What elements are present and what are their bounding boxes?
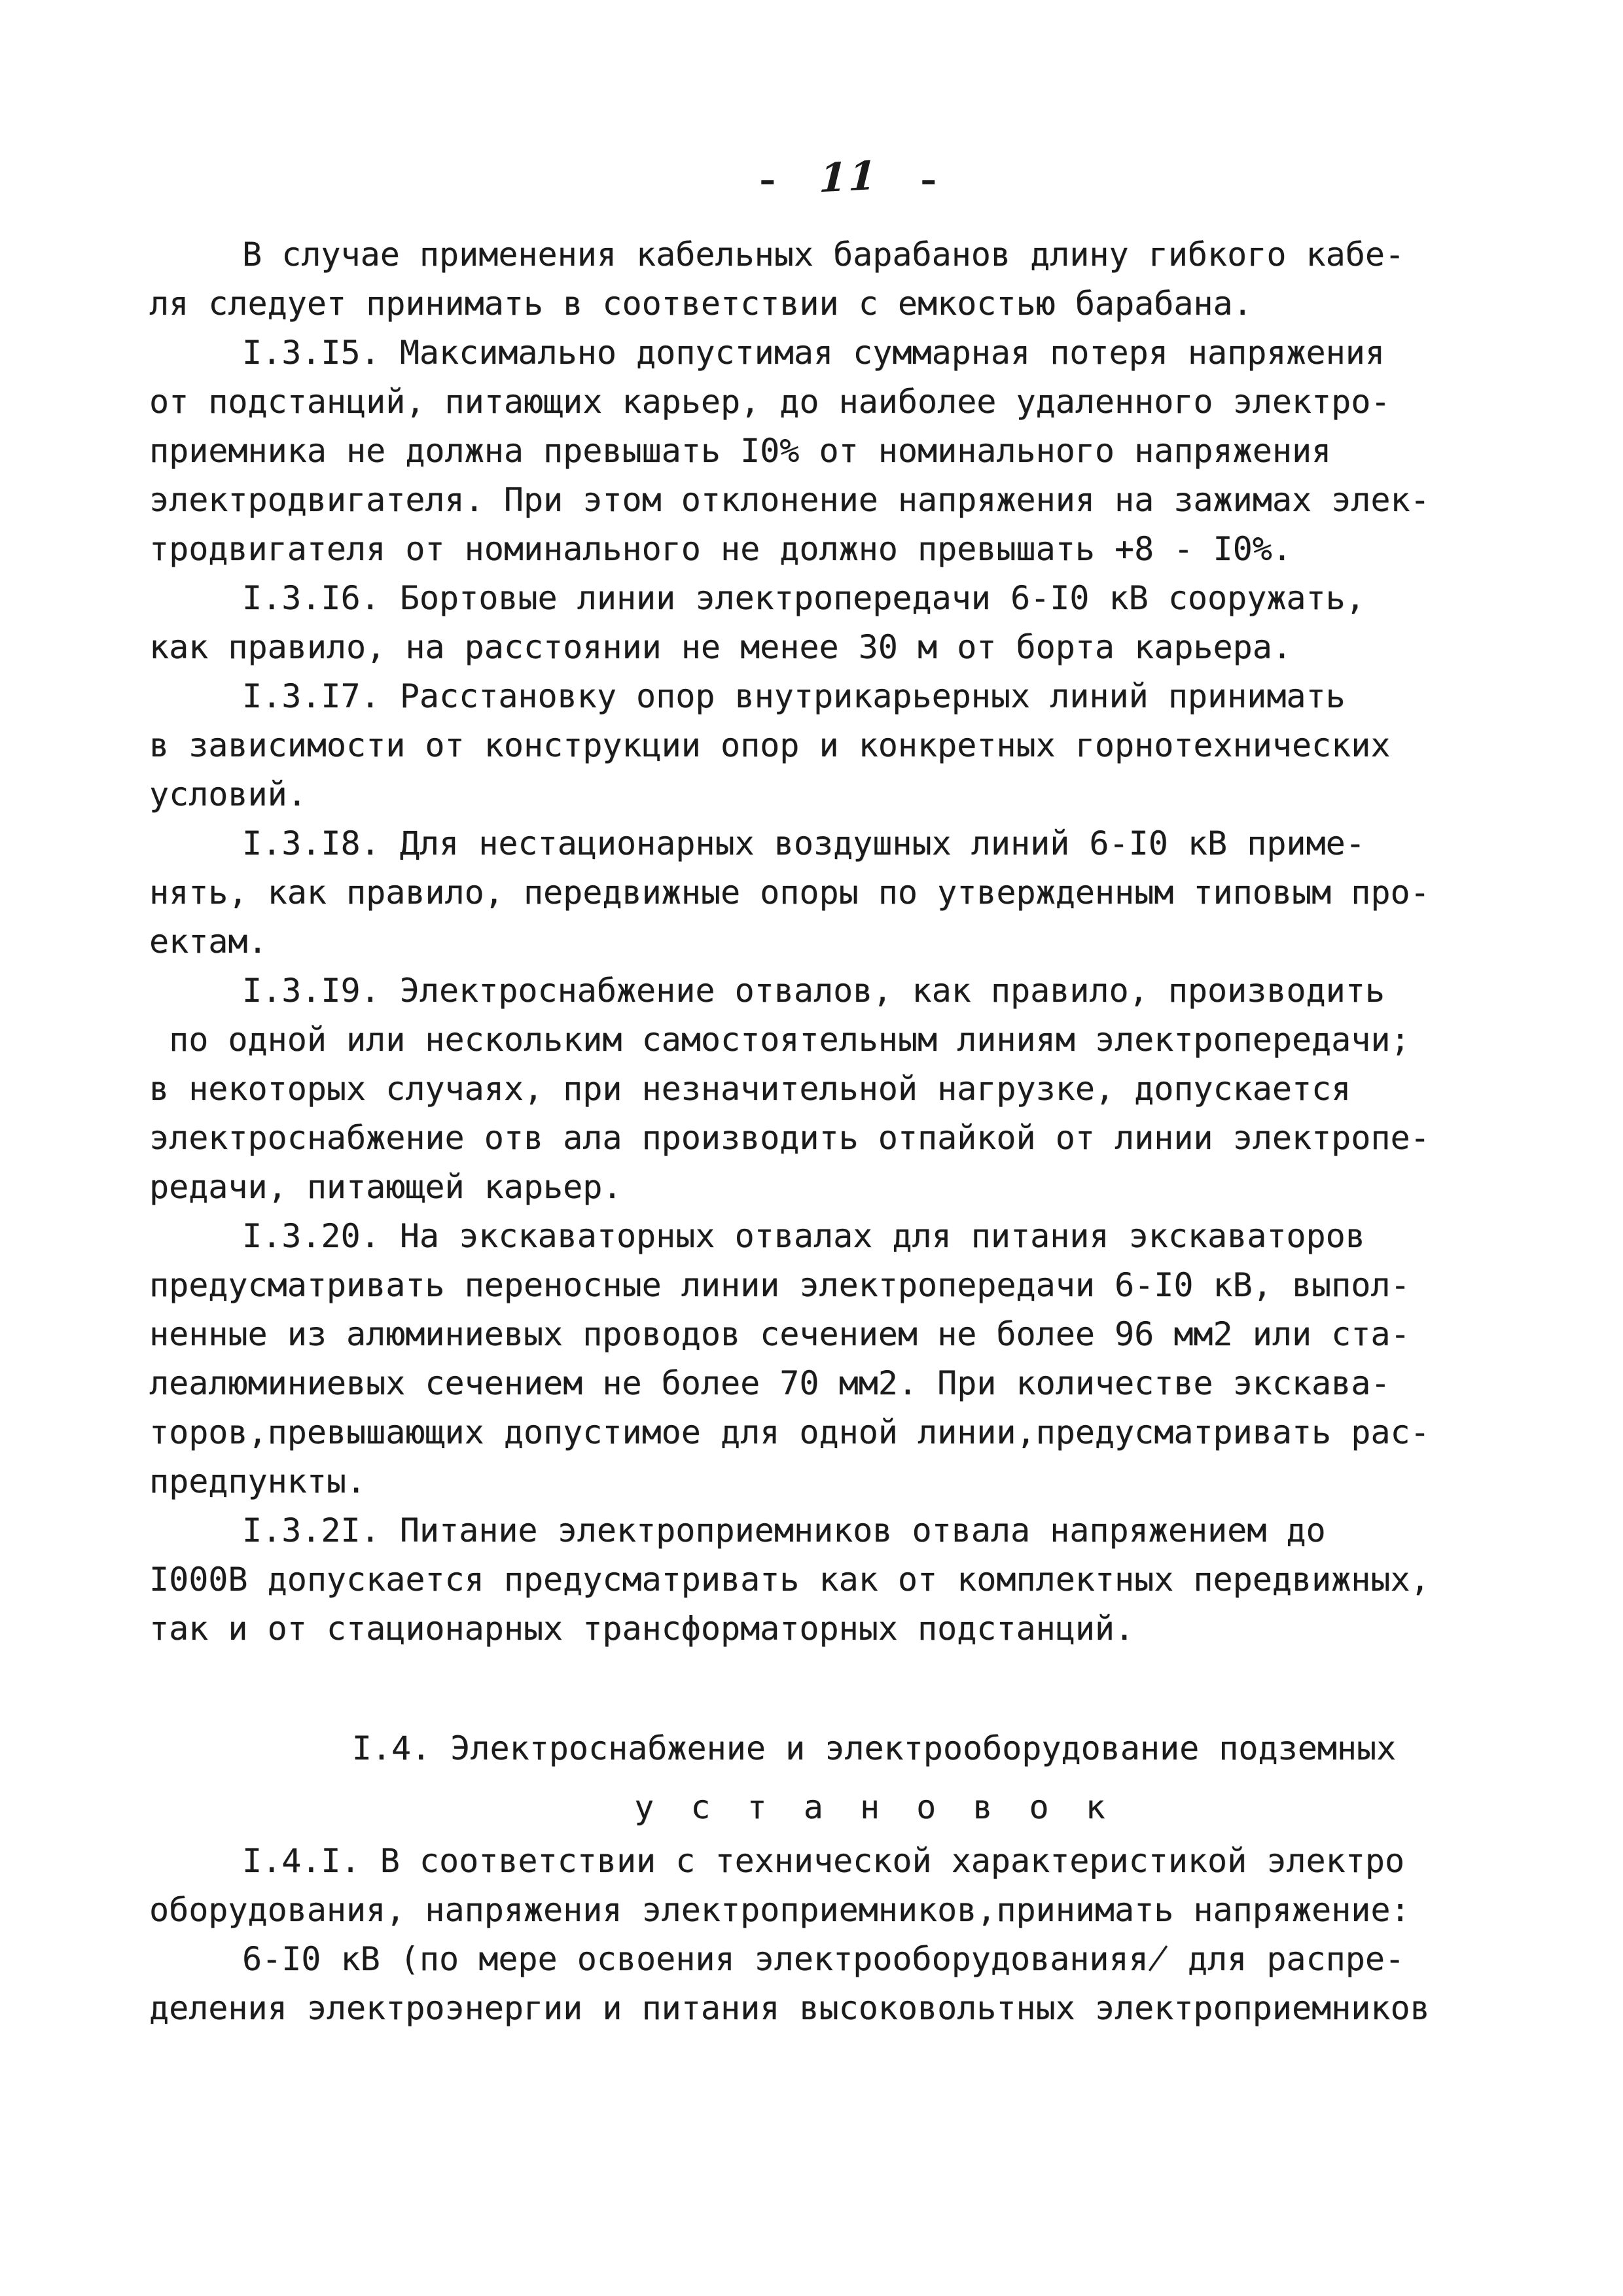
text-line: редачи, питающей карьер. [149, 1168, 622, 1206]
paragraph-1-3-21 [149, 1506, 1599, 1653]
text-line: I000В допускается предусматривать как от комплектных передвижных, [149, 1561, 1430, 1598]
text-line: деления электроэнергии и питания высоковольтных электроприемников [149, 1989, 1430, 2027]
text-line: как правило, на расстоянии не менее 30 м от борта карьера. [149, 628, 1292, 666]
text-line: предпункты. [149, 1462, 366, 1500]
text-line: предусматривать переносные линии электропередачи 6-I0 кВ, выпол- [149, 1266, 1410, 1304]
page-number [0, 121, 1623, 234]
text-line: I.3.2I. Питание электроприемников отвала напряжением до [242, 1511, 1326, 1549]
text-line: ектам. [149, 923, 268, 961]
paragraph-1-4-1-item [149, 1935, 1599, 2033]
text-line: I.3.I5. Максимально допустимая суммарная потеря напряжения [242, 334, 1385, 372]
paragraph-1-3-15 [149, 328, 1599, 574]
text-line: приемника не должна превышать I0% от номинального напряжения [149, 432, 1332, 470]
text-line: леалюминиевых сечением не более 70 мм2. При количестве экскава- [149, 1364, 1391, 1402]
text-line: торов,превышающих допустимое для одной линии,предусматривать рас- [149, 1413, 1430, 1451]
text-line: I.4.I. В соответствии с технической характеристикой электро [242, 1842, 1405, 1880]
paragraph-1-4-1 [149, 1837, 1599, 1935]
text-line: нять, как правило, передвижные опоры по утвержденным типовым про- [149, 874, 1430, 911]
page-number-dash-left: - [755, 164, 781, 198]
paragraph-1-3-20 [149, 1212, 1599, 1506]
text-line: по одной или нескольким самостоятельным линиям электропередачи; [149, 1021, 1410, 1059]
document-body [149, 230, 1599, 2033]
text-line: ненные из алюминиевых проводов сечением не более 96 мм2 или ста- [149, 1315, 1410, 1353]
text-line: I.3.I6. Бортовые линии электропередачи 6-I0 кВ сооружать, [242, 579, 1365, 617]
text-line: I.3.I9. Электроснабжение отвалов, как правило, производить [242, 972, 1385, 1010]
paragraph-1-3-16 [149, 574, 1599, 672]
paragraph-1-3-17 [149, 672, 1599, 819]
text-line: у с т а н о в о к [634, 1788, 1114, 1826]
text-line: электродвигателя. При этом отклонение напряжения на зажимах элек- [149, 481, 1430, 519]
text-line: тродвигателя от номинального не должно превышать +8 - I0%. [149, 530, 1292, 568]
text-line: I.3.I7. Расстановку опор внутрикарьерных линий принимать [242, 677, 1346, 715]
paragraph-1-3-18 [149, 819, 1599, 966]
page-number-value: 11 [818, 152, 880, 202]
page-number-dash-right: - [916, 164, 942, 198]
text-line: I.3.I8. Для нестационарных воздушных линий 6-I0 кВ приме- [242, 824, 1365, 862]
text-line: в некоторых случаях, при незначительной нагрузке, допускается [149, 1070, 1351, 1108]
text-line: I.4. Электроснабжение и электрооборудование подземных [351, 1729, 1397, 1767]
text-line: В случае применения кабельных барабанов длину гибкого кабе- [242, 236, 1405, 274]
text-line: I.3.20. На экскаваторных отвалах для питания экскаваторов [242, 1217, 1365, 1255]
text-line: условий. [149, 775, 307, 813]
text-line: 6-I0 кВ (по мере освоения электрооборудованияя̸ для распре- [242, 1940, 1405, 1978]
text-line: от подстанций, питающих карьер, до наиболее удаленного электро- [149, 383, 1391, 421]
text-line: ля следует принимать в соответствии с емкостью барабана. [149, 285, 1253, 323]
text-line: в зависимости от конструкции опор и конкретных горнотехнических [149, 726, 1391, 764]
section-heading-1-4 [149, 1719, 1599, 1837]
paragraph-continuation [149, 230, 1599, 328]
text-line: оборудования, напряжения электроприемников,принимать напряжение: [149, 1891, 1410, 1929]
paragraph-1-3-19 [149, 966, 1599, 1212]
text-line: электроснабжение отв ала производить отпайкой от линии электропе- [149, 1119, 1430, 1157]
text-line: так и от стационарных трансформаторных подстанций. [149, 1610, 1135, 1648]
